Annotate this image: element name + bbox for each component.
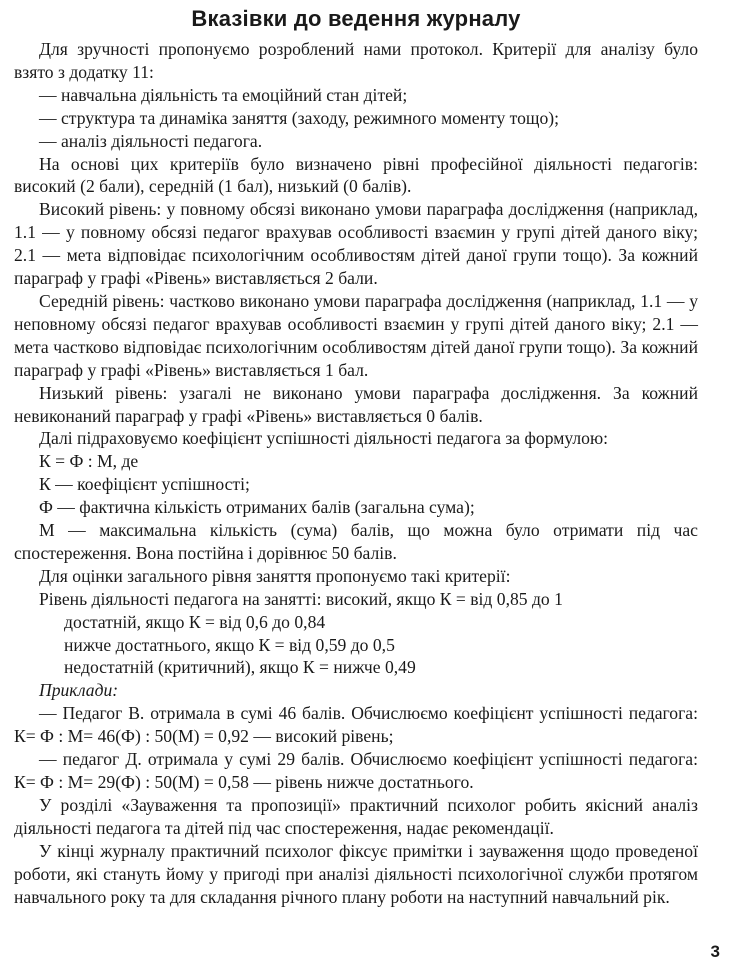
formula-line: Ф — фактична кількість отриманих балів (загальна сума); bbox=[39, 497, 475, 518]
list-item: — структура та динаміка заняття (заходу, режимного моменту тощо); bbox=[39, 107, 560, 128]
example-item: — Педагог В. отримала в сумі 46 балів. Обчислюємо коефіцієнт успішності педагога: К= Ф : М= 46(Ф) : 50(М) = 0,92 — високий рівень; bbox=[14, 703, 698, 747]
paragraph-low-level: Низький рівень: узагалі не виконано умови параграфа дослідження. За кожний невиконаний параграф у графі «Рівень» виставляється 0 балів. bbox=[14, 382, 698, 426]
paragraph-conclusion: У кінці журналу практичний психолог фіксує примітки і зауваження щодо проведеної роботи, які стануть йому у пригоді при аналізі діяльності психологічної служби протягом навчального року та для складання річного плану роботи на наступний навчальний рік. bbox=[14, 840, 698, 907]
formula-line: К = Ф : М, де bbox=[39, 451, 139, 472]
formula-line: М — максимальна кількість (сума) балів, що можна було отримати під час спостереження. Вона постійна і дорівнює 50 балів. bbox=[14, 520, 698, 563]
paragraph-high-level: Високий рівень: у повному обсязі виконано умови параграфа дослідження (наприклад, 1.1 — у повному обсязі педагог врахував особливості взаємин у групі дітей даного віку; 2.1 — мета відповідає психологічним особливостям дітей даної групи тощо). За кожний параграф у графі «Рівень» виставляється 2 бали. bbox=[14, 199, 698, 289]
criteria-line: достатній, якщо К = від 0,6 до 0,84 bbox=[64, 611, 326, 632]
paragraph-criteria-intro: Для оцінки загального рівня заняття пропонуємо такі критерії: bbox=[39, 565, 511, 586]
criteria-line: нижче достатнього, якщо К = від 0,59 до 0,5 bbox=[64, 634, 395, 655]
paragraph-remarks: У розділі «Зауваження та пропозиції» практичний психолог робить якісний аналіз діяльності педагога та дітей під час спостереження, надає рекомендації. bbox=[14, 794, 698, 838]
criteria-line: Рівень діяльності педагога на занятті: високий, якщо К = від 0,85 до 1 bbox=[39, 588, 563, 609]
paragraph-intro: Для зручності пропонуємо розроблений нами протокол. Критерії для аналізу було взято з додатку 11: bbox=[14, 39, 698, 82]
paragraph-medium-level: Середній рівень: частково виконано умови параграфа дослідження (наприклад, 1.1 — у неповному обсязі педагог врахував особливості взаємин у групі дітей даного віку; 2.1 — мета частково відповідає психологічним особливостям дітей даної групи тощо). За кожний параграф у графі «Рівень» виставляється 1 бал. bbox=[14, 290, 698, 380]
page-title: Вказівки до ведення журналу bbox=[191, 6, 521, 31]
page bbox=[14, 0, 698, 908]
list-item: — аналіз діяльності педагога. bbox=[39, 130, 263, 151]
criteria-line: недостатній (критичний), якщо К = нижче 0,49 bbox=[64, 657, 416, 678]
list-item: — навчальна діяльність та емоційний стан дітей; bbox=[39, 84, 408, 105]
body-text bbox=[14, 38, 698, 908]
paragraph-levels: На основі цих критеріїв було визначено рівні професійної діяльності педагогів: високий (2 бали), середній (1 бал), низький (0 балів). bbox=[14, 153, 698, 197]
examples-heading: Приклади: bbox=[39, 680, 119, 701]
example-item: — педагог Д. отримала у сумі 29 балів. Обчислюємо коефіцієнт успішності педагога: К= Ф : М= 29(Ф) : 50(М) = 0,58 — рівень нижче достатнього. bbox=[14, 749, 698, 792]
page-number: 3 bbox=[710, 942, 720, 961]
paragraph-formula-intro: Далі підраховуємо коефіцієнт успішності діяльності педагога за формулою: bbox=[39, 428, 608, 449]
formula-line: К — коефіцієнт успішності; bbox=[39, 474, 250, 495]
